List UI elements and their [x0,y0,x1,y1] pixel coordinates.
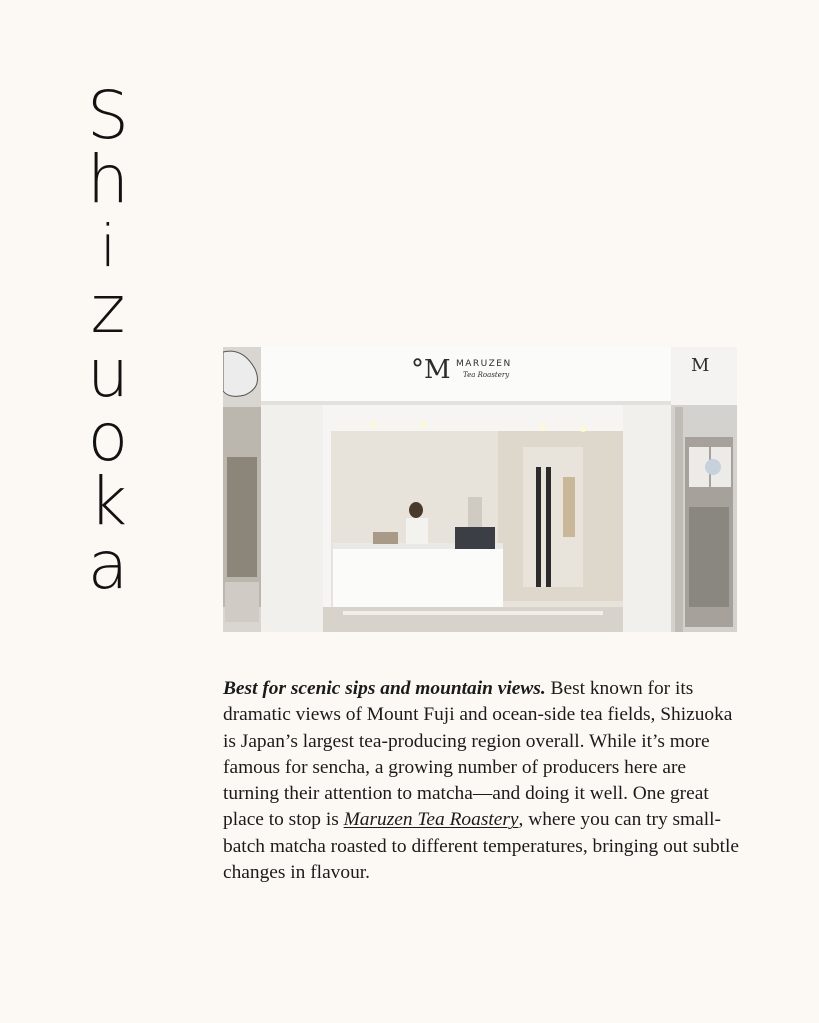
svg-text:M: M [691,355,710,376]
title-letter: z [90,271,126,348]
title-letter: k [88,463,128,540]
title-letter: a [87,527,129,604]
article-lead: Best for scenic sips and mountain views. [223,678,546,699]
title-letter: i [99,212,117,280]
article-text: Best known for its dramatic views of Mount Fuji and ocean-side tea fields, Shizuoka is Japan’s largest tea-producing region overall. While it’s more famous for sencha, a growing number of producers here are turning their attention to matcha—and doing it well. One great place to stop is [223,678,733,831]
maruzen-tea-roastery-link[interactable]: Maruzen Tea Roastery [343,809,519,831]
article-text: , where you can try small-batch matcha roasted to different temperatures, bringing out subtle changes in flavour. [223,809,740,884]
title-letter: o [87,399,129,476]
title-letter: S [87,77,129,154]
vertical-title [78,77,138,604]
shop-subtitle: Tea Roastery [463,371,510,379]
shop-name: MARUZEN [456,359,512,369]
article-paragraph [223,676,745,886]
title-letter: u [87,335,129,412]
title-letter: h [87,141,129,218]
shop-logo-mark: °M [411,355,451,385]
storefront-photo [223,347,737,632]
